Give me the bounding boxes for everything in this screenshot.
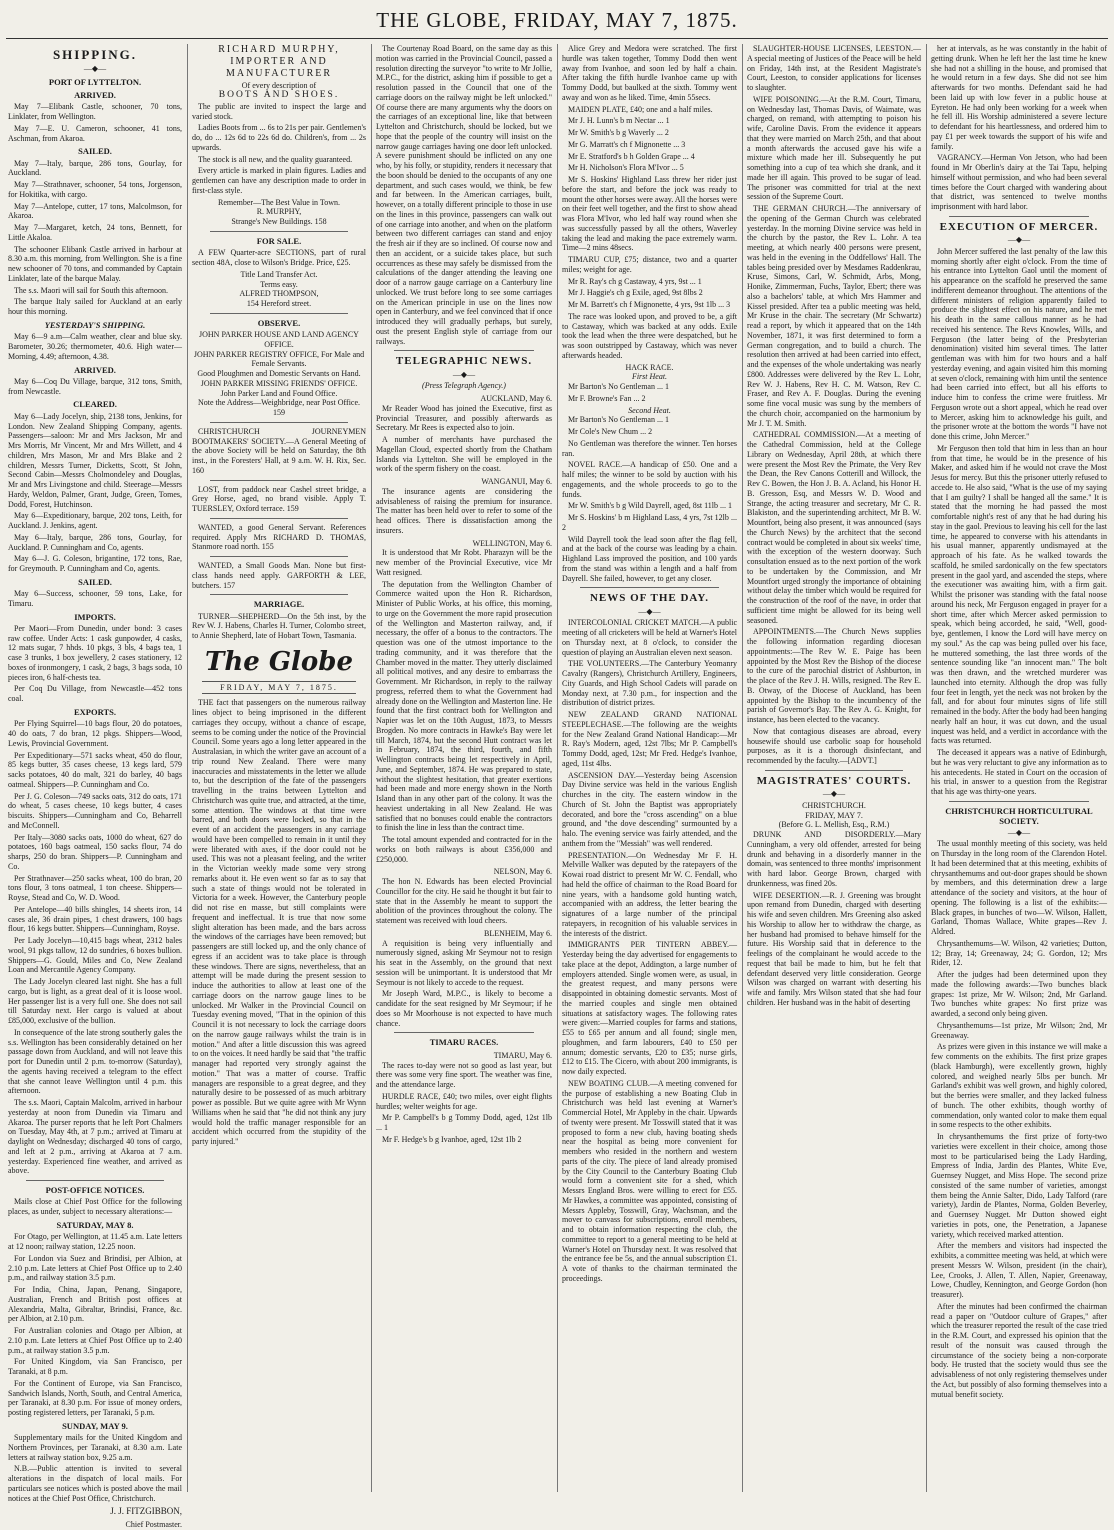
horticultural-paragraph: Chrysanthemums—1st prize, Mr Wilson; 2nd, Mr Greenaway. bbox=[931, 1020, 1107, 1040]
race-report: NOVEL RACE.—A handicap of £50. One and a half miles; the winner to be sold by auction with his engagements, and the whole proceeds to go to the funds. bbox=[562, 460, 737, 499]
ad-line: 154 Hereford street. bbox=[246, 299, 312, 308]
separator bbox=[210, 556, 348, 557]
court-case: DRUNK AND DISORDERLY.—Mary Cunningham, a very old offender, arrested for being drunk and behaving in a disorderly manner in the domain, was sentenced to three months' imprisonment with hard labor. George Brown, charged with drunkenness, was fined 20s. bbox=[747, 830, 921, 888]
shipping-entry: May 7—Elibank Castle, schooner, 70 tons, Linklater, from Wellington. bbox=[8, 102, 182, 122]
race-heading: HACK RACE. bbox=[625, 362, 674, 372]
export-entry: Per Expeditionary—571 sacks wheat, 450 do flour, 85 kegs butter, 35 cases cheese, 13 kegs lard, 579 sacks potatoes, 40 do malt, 321 do barley, 40 bags oatmeal. Shippers—P. Cunningham and Co. bbox=[8, 750, 182, 789]
ornament: —◆— bbox=[638, 606, 661, 616]
dateline-place: WANGANUI, May 6. bbox=[481, 477, 552, 487]
top-rule bbox=[6, 38, 1108, 39]
for-sale-heading: FOR SALE. bbox=[256, 235, 302, 246]
ad-line: Of every description of bbox=[241, 80, 317, 90]
column-races-news bbox=[562, 44, 737, 1494]
horticultural-paragraph: After the members and visitors had inspected the exhibits, a committee meeting was held, at which were present Messrs W. Wilson, president (in the chair), Lee, Crooks, J. Allen, T. Allen, Napier, Greenaway, Lowe, Chudley, Kennington, and George Gordon (hon treasurer). bbox=[931, 1241, 1107, 1300]
weather-report: May 6—9 a.m—Calm weather, clear and blue sky. Barometer, 30.26; thermometer, 40.6. High water—Morning, 4.49; afternoon, 4.38. bbox=[8, 332, 182, 361]
signature-title: Chief Postmaster. bbox=[125, 1520, 182, 1530]
horticultural-paragraph: As prizes were given in this instance we will make a few comments on the exhibits. The first prize grapes (black Hamburgh), were excellently grown, highly colored, and weighed nearly 5lbs per bunch. Mr Garland's exhibit was well grown, and highly colored, but the berries were smaller, and they lacked fulness of bunch. The other exhibits, though worthy of commendation, only wanted color to make them equal in some respects to the other exhibits. bbox=[931, 1042, 1107, 1130]
separator bbox=[394, 350, 534, 351]
race-heading: MAIDEN PLATE, £40; one and a half miles. bbox=[568, 104, 713, 114]
horticultural-paragraph: The usual monthly meeting of this society, was held on Thursday in the long room of the Clarendon Hotel. It had been determined that at this meeting, exhibits of chrysanthemums and out-door grapes should be shown by members, and this determination drew a large attendance of the society and visitors, at the hour of opening. The following is a list of the exhibits:—Black grapes, in bunches of two—W. Wilson, Hallett, Garland, Thomas Wallace, White grapes—Rev J. Aldred. bbox=[931, 839, 1107, 937]
ad-line: JOHN PARKER MISSING FRIENDS' OFFICE. bbox=[200, 378, 358, 388]
leader-paragraph: The Courtenay Road Board, on the same day as this motion was carried in the Provincial Council, passed a resolution directing the surveyor "to write to Mr Jollie, M.P.C., for the district, asking him if possible to get a resolution passed in the Council that one of the carriage doors on the railway might be left unlocked." Of course there are many arguments why the doors on the carriages of an exceptional line, like that between Lyttelton and Christchurch, should be locked, but we hope that the people of the country will insist on the narrow gauge carriages having one door left unlocked. A severe punishment should be inflicted on any one who, by his folly, or stupidity, renders it necessary that the boon should be denied to the occupants of any one department, and such cases would, we think, be few and far between. In the American carriages, built, however, on a totally different principle to those in use on the lines in this province, passengers can walk out of one carriage into another, and when on the platform between two different carriages can stand and enjoy the fresh air if they are so inclined. Of course now and then an accident, or a suicide takes place, but such occurrences as these may safely be dismissed from the calculations of the danger attending the leaving one door of a narrow gauge carriage on a Canterbury line unlocked. We trust before long to see some carriages on the American principle in use on the lines now open in Canterbury, and we feel convinced that if once introduced they will gradually perhaps, but surely, oust the present English style of carriage from our railways. bbox=[376, 44, 552, 346]
dateline-place: BLENHEIM, May 6. bbox=[484, 928, 552, 938]
mail-entry: Supplementary mails for the United Kingdom and Northern Provinces, per Taranaki, at 8.30 a.m. Late letters at railway station box, 9.25 a.m. bbox=[8, 1433, 182, 1462]
horticultural-paragraph: In chrysanthemums the first prize of forty-two varieties were excellent in their choice, among those most to be particularised being the Lady Harding, Empress of India, Jardin des Plantes, White Eve, Guernsey Nugget, and Miss Hope. The second prize consisted of the same number of varieties, amongst them being the Annie Salter, Dido, Lady Talford (rare variety), Jardin de Plantes, Norma, Golden Beverley, and Guernsey Nugget. Mr Dutton showed eight varieties in pots, one, the Penetration, a Japanese variety, which received marked attention. bbox=[931, 1132, 1107, 1239]
race-result: Mr F. Hedge's b g Ivanhoe, aged, 12st 1lb 2 bbox=[382, 1134, 522, 1144]
paragraph: The barque Italy sailed for Auckland at an early hour this morning. bbox=[8, 297, 182, 317]
separator bbox=[580, 587, 719, 588]
ad-text: WANTED, a Small Goods Man. None but first-class hands need apply. GARFORTH & LEE, butchers. 157 bbox=[192, 561, 366, 590]
news-item: INTERCOLONIAL CRICKET MATCH.—A public meeting of all cricketers will be held at Warner's Hotel on Thursday next, at 8 o'clock, to consider the question of playing an Australian eleven next season. bbox=[562, 618, 737, 657]
column-rule bbox=[371, 44, 372, 1492]
timaru-races-heading: TIMARU RACES. bbox=[429, 1037, 499, 1048]
news-item: APPOINTMENTS.—The Church News supplies the following information regarding diocesan appointments:—The Rev W. E. Paige has been appointed by the Most Rev the Bishop of the diocese to the cure of the parochial district of Ashburton, in the place of the Rev J. H. Wills, resigned. The Rev E. B. Otway, of the Diocese of Auckland, has been appointed by the Bishop to the incumbency of the parish of Governor's Bay. The Rev A. G. Knight, for instance, has been elected to the vacancy. bbox=[747, 627, 921, 724]
sailed-heading: SAILED. bbox=[78, 146, 112, 157]
export-entry: Per Italy—3080 sacks oats, 1000 do wheat, 627 do potatoes, 160 bags oatmeal, 150 sacks flour, 74 do sharps, 250 do bran. Shippers—P. Cunningham and Co. bbox=[8, 832, 182, 871]
ad-line: John Parker Land and Found Office. bbox=[220, 388, 338, 398]
ad-line: JOHN PARKER HOUSE AND LAND AGENCY OFFICE. bbox=[199, 330, 359, 349]
ad-line: Strange's New Buildings. 158 bbox=[231, 217, 327, 227]
horticultural-paragraph: After the minutes had been confirmed the chairman read a paper on "Outdoor culture of Grapes," after which the treasurer reported the result of the case tried in the R.M. Court, and expressed his opinion that the result of the nonsuit was caused through the circumstance of the society being a non-corporate body. He trusted that the society would thus see the advisableness of not only registering themselves under the Act, but possibly of also forming themselves into a mutual benefit society. bbox=[931, 1301, 1107, 1399]
column-rule bbox=[557, 44, 558, 1492]
dateline-place: AUCKLAND, May 6. bbox=[480, 394, 552, 404]
murphy-advert-title: RICHARD MURPHY, IMPORTER AND MANUFACTURER bbox=[218, 44, 340, 80]
separator bbox=[210, 480, 348, 481]
telegram: Mr Reader Wood has joined the Executive, first as Provincial Treasurer, and possibly afterwards as Secretary. Mr Rees is expected also to join. bbox=[376, 403, 552, 433]
ad-text: The stock is all new, and the quality guaranteed. bbox=[198, 154, 353, 164]
court-case: WIFE DESERTION.—R. J. Greening was brought upon remand from Dunedin, charged with deserting his wife and seven children. Mrs Greening also asked his Worship to allow her to withdraw the charge, as her husband had promised to behave himself for the future. His Worship said that in deference to the feelings of the complainant he would accede to the request that bail be made to him, but he felt that defendant deserved very little consideration. George Wilson was charged on warrant with deserting his wife and family. Mrs Wilson stated that she had four children. Her husband was in the habit of deserting bbox=[747, 890, 921, 1007]
court-place: CHRISTCHURCH. bbox=[802, 800, 866, 810]
dateline: FRIDAY, MAY 7, 1875. bbox=[202, 681, 356, 695]
race-result: Mr M. Barrett's ch f Mignonette, 4 yrs, 9st 1lb ... 3 bbox=[568, 300, 731, 309]
paragraph: The schooner Elibank Castle arrived in harbour at 8.30 a.m. this morning, from Wellington. She is a fine new schooner of 70 tons, and commanded by Captain Linklater, late of the barque Malay. bbox=[8, 244, 182, 283]
news-item: Now that contagious diseases are abroad, every housewife should use carbolic soap for household purposes, as it is a thorough disinfectant, and recommended by the faculty.—[ADVT.] bbox=[747, 726, 921, 765]
race-result: Mr H. Nicholson's Flora M'Ivor ... 5 bbox=[568, 163, 684, 173]
court-case: VAGRANCY.—Herman Von Jetson, who had been found in Mr Oberlin's dairy at the Tai Tapu, helping himself without permission, and who had been several times before the Court charged with wandering about that district, was sentenced to twelve months imprisonment with hard labor. bbox=[931, 153, 1107, 211]
column-rule bbox=[742, 44, 743, 1492]
export-entry: Per Lady Jocelyn—10,415 bags wheat, 2312 bales wool, 91 pkgs tallow, 12 do sundries, 6 boxes bullion. Shippers—G. Gould, Miles and Co, New Zealand Loan and Mercantile Agency Company. bbox=[8, 936, 182, 975]
telegraphic-heading: TELEGRAPHIC NEWS. bbox=[395, 355, 533, 368]
shipping-entry: May 7—Italy, barque, 286 tons, Gourlay, for Auckland. bbox=[8, 158, 182, 178]
execution-paragraph: Mr Ferguson then told that him in less than an hour from that time, he would be in the presence of his Maker, and asked him if he would not crave the Most Jesus for mercy. But this the prisoner utterly refused to accede to. He also said, "What is the use of my saying that I am guilty? I shall be hanged all the same." It is stated that the morning he had passed the most comfortable night's rest of any that he had during his stay in the gaol. Previous to leaving his cell for the last time, he appeared to converse with his attendants in his usual manner, apparently undismayed at the approach of his fate. As he walked towards the scaffold, he smiled sardonically on the few spectators present in the gaol yard, and ascended the steps, where the executioner was awaiting him, with a firm gait. Whilst the prisoner was standing with the fatal noose around his neck, Mr Ferguson engaged in prayer for a short time, after which Mercer asked permission to speak, which being accorded, he said, "Well, good-bye, gentlemen, I know the Lord will have mercy on my soul." As the cap was being pulled over his face, he muttered something, the last three words of the sentence sounding like "an innocent man." The bolt was then drawn, and the wretched murderer was launched into eternity. Although the drop was fully four feet in length, yet the neck was not broken by the fall, and for about four minutes signs of life still remained in the body. After the body had been hanging nearly half an hour, it was cut down, and the usual inquest was held, and a verdict in accordance with the facts was returned. bbox=[931, 443, 1107, 746]
port-heading: PORT OF LYTTELTON. bbox=[48, 76, 142, 87]
post-office-intro: Mails close at Chief Post Office for the following places, as under, subject to necessary alterations:— bbox=[8, 1197, 182, 1217]
race-report: No Gentleman was therefore the winner. Ten horses ran. bbox=[562, 438, 737, 458]
column-adverts-leader bbox=[192, 44, 366, 1494]
masthead: THE GLOBE, FRIDAY, MAY 7, 1875. bbox=[376, 8, 738, 32]
separator bbox=[26, 1180, 164, 1181]
ad-line: Title Land Transfer Act. bbox=[240, 269, 318, 279]
separator bbox=[765, 770, 903, 771]
observe-heading: OBSERVE. bbox=[257, 317, 301, 328]
telegram: A requisition is being very influentially and numerously signed, asking Mr Seymour not to resign his seat in the Assembly, on the ground that next session will be unimportant. It is understood that Mr Seymour is not likely to accede to the request. bbox=[376, 938, 552, 987]
paragraph: The s.s. Maori, Captain Malcolm, arrived in harbour yesterday at noon from Dunedin via Timaru and Akaroa. The purser reports that he left Port Chalmers on Tuesday, May 4th, at 7 p.m.; arrived at Timaru at daylight on Wednesday; discharged 40 tons of cargo, and left at 2 p.m., arriving at Akaroa at 7 a.m. yesterday. Experienced fine weather, and arrived as above. bbox=[8, 1098, 182, 1176]
news-item: SLAUGHTER-HOUSE LICENSES, LEESTON.—A special meeting of Justices of the Peace will be held on Friday, 14th inst, at the Resident Magistrate's Court, Leeston, to consider applications for licenses to slaughter. bbox=[747, 44, 921, 92]
cleared-heading: CLEARED. bbox=[73, 399, 117, 410]
telegram: The hon N. Edwards has been elected Provincial Councillor for the city. He said he thought it but fair to state that in the Assembly he meant to support the abolition of the provinces throughout the colony. The statement was received with loud cheers. bbox=[376, 877, 552, 926]
horticultural-paragraph: Chrysanthemums—W. Wilson, 42 varieties; Dutton, 12; Bray, 14; Greenaway, 24; G. Gordon, 12; Mrs Rider, 12. bbox=[931, 938, 1107, 968]
ad-line: R. MURPHY, bbox=[256, 207, 302, 217]
race-result: Mr S. Hoskins' b m Highland Lass, 4 yrs, 7st 12lb ... 2 bbox=[562, 513, 737, 532]
race-result: Mr Barton's No Gentleman ... 1 bbox=[568, 415, 669, 425]
news-item: THE GERMAN CHURCH.—The anniversary of the opening of the German Church was celebrated yesterday. In the morning Divine service was held in the church by the pastor, the Rev L. Lohr. A tea meeting, at which nearly 400 persons were present, was held in the evening in the Oddfellows' Hall. The tables being presided over by Mesdames Raddenkrau, Kruse, Simons, Carl, W. Schmidt, Arbs, Mong, Honike, Zimmerman, Fuchs, Taylor, Ebert; there was also a bachelors' table, at which Mrs Hammer and Kissel presided. After tea a public meeting was held, Mr Kruse in the chair. The secretary (Mr Schwartz) read a report, by which it appeared that on the 14th November, 1871, it was first determined to form a German congregation, and to build a church. The resolution then arrived at had been carried into effect, and the expenses of the whole undertaking was nearly £800. Addresses were delivered by the Rev L. Lohr, Rev W. J. Habens, Rev H. C. M. Watson, Rev C. Fraser, and Rev A. F. Douglas. During the evening some fine vocal music was sung by the members of the church choir, accompanied on the harmonium by Mr J. T. M. Smith. bbox=[747, 204, 921, 428]
ad-line: BOOTS AND SHOES. bbox=[218, 90, 340, 101]
leader-paragraph: THE fact that passengers on the numerous railway lines object to being imprisoned in the different carriages they occupy, without a chance of escape, seems to be coming under the notice of the Provincial Council. Some years ago a long letter appeared in the Australasian, in which the writer gave an account of a trip round New Zealand. There were many inaccuracies and misstatements in the letter we allude to, but the description of the fate of the passengers travelling in the trains between Lyttelton and Christchurch was quite true, and attracted, at the time, some attention. The windows at that time were barred, and both doors were locked, so that in the event of an accident the passengers in any carriage would have been compelled to remain in it until they were liberated with axes, if the door could not be used. This was not a pleasant feeling, and the writer in the Victorian weekly made some very strong remarks about it. He even went so far as to say that such a state of things would not be tolerated in Victoria for a week. However, the Canterbury people did not rise en masse, but still complaints were frequent and ineffectual. It is true that now some slight alteration has been made, and the bars across the windows of the carriages have been removed; but passengers are still locked up, and the only chance of egress if an accident was to take place is through these windows. There are signs, nevertheless, that an attempt will be made during the present session to induce the authorities to allow at least one of the carriage doors on the narrow gauge lines to be unlocked. Mr Walker in the Provincial Council on Tuesday evening moved, "That in the opinion of this Council it is not necessary to lock the carriage doors on the narrow gauge railways whilst the train is in motion." And after a little discussion this was agreed to on the voices. It need hardly be said that "the traffic manager had reported very strongly against the motion." That was a matter of course. Traffic managers are responsible to a great degree, and they naturally desire to be possessed of as much arbitrary power as possible. But we quite agree with Mr Wynn Williams when he said that "he did not think any jury would hold the traffic manager responsible for an accident which occurred from the stupidity of the party injured." bbox=[192, 698, 366, 1147]
mail-entry: For Otago, per Wellington, at 11.45 a.m. Late letters at 12 noon; railway station, 12.25 noon. bbox=[8, 1232, 182, 1252]
ad-text: A FEW Quarter-acre SECTIONS, part of rural section 48A, close to Wilson's Bridge. Price, £25. bbox=[192, 248, 366, 267]
ad-text: CHRISTCHURCH JOURNEYMEN BOOTMAKERS' SOCIETY.—A General Meeting of the above Society will be held on Saturday, the 8th inst., in the Foresters' Hall, at 9 a.m. W. H. Rix, Sec. 160 bbox=[192, 426, 366, 475]
court-before: (Before G. L. Mellish, Esq., R.M.) bbox=[778, 820, 890, 830]
shipping-entry: May 6—Expeditionary, barque, 202 tons, Leith, for Auckland. J. Jenkins, agent. bbox=[8, 511, 182, 531]
mail-entry: For the Continent of Europe, via San Francisco, Sandwich Islands, North, South, and Central America, per Taranaki, at 8.30 p.m. For issue of money orders, posting registered letters, per Taranaki, 5 p.m. bbox=[8, 1378, 182, 1418]
horticultural-heading: CHRISTCHURCH HORTICULTURAL SOCIETY. bbox=[945, 805, 1093, 827]
import-entry: Per Coq Du Village, from Newcastle—452 tons coal. bbox=[8, 684, 182, 704]
separator bbox=[949, 801, 1089, 802]
shipping-entry: May 7—Strathnaver, schooner, 54 tons, Jorgenson, for Hokitika, with cargo. bbox=[8, 180, 182, 199]
column-leader-telegraph bbox=[376, 44, 552, 1494]
shipping-entry: May 7—E. U. Cameron, schooner, 41 tons, Aschman, from Akaroa. bbox=[8, 123, 182, 143]
mail-entry: For United Kingdom, via San Francisco, per Taranaki, at 8 p.m. bbox=[8, 1357, 182, 1377]
separator bbox=[210, 422, 348, 423]
globe-logo: The Globe bbox=[205, 646, 353, 677]
ornament: —◆— bbox=[1007, 827, 1031, 837]
heat-heading: First Heat. bbox=[631, 372, 668, 382]
telegram: The total amount expended and contracted for in the works on both railways is about £356,000 and £250,000. bbox=[376, 835, 552, 864]
marriage-heading: MARRIAGE. bbox=[253, 599, 305, 610]
ad-text: WANTED, a good General Servant. References required. Apply Mrs RICHARD D. THOMAS, Stanmore road north. 155 bbox=[192, 522, 366, 552]
news-item: ASCENSION DAY.—Yesterday being Ascension Day Divine service was held in the various English churches in the city. The eastern window in the Church of St. John the Baptist was appropriately decorated, and bore the "cross ascending" on a blue ground, and "the dove descending" surmounted by a halo. The evening service was fairly attended, and the anthem from the "Messiah" was well rendered. bbox=[562, 770, 737, 848]
arrived-heading: ARRIVED. bbox=[74, 89, 116, 100]
exports-heading: EXPORTS. bbox=[74, 706, 116, 717]
yesterday-heading: YESTERDAY'S SHIPPING. bbox=[44, 319, 146, 330]
race-result: Mr W. Smith's b g Waverly ... 2 bbox=[568, 128, 669, 137]
race-result: Mr J. Haggie's ch g Exile, aged, 9st 8lbs 2 bbox=[568, 288, 703, 298]
mail-entry: N.B.—Public attention is invited to several alterations in the dispatch of local mails. For particulars see notices which is posted above the mail notices at the Chief Post Office, Christchurch. bbox=[8, 1464, 182, 1503]
ad-line: Remember—The Best Value in Town. bbox=[217, 197, 340, 207]
execution-paragraph: John Mercer suffered the last penalty of the law this morning shortly after eight o'clock. From the time of his entrance into Lyttelton Gaol until the moment of his appearance on the scaffold he preserved the same indifferent demeanor throughout. The attentions of the different ministers of religion apparently failed to produce the slightest effect on his nature, and he met his death in the same callous manner as he had received his sentence. The Revs Knowles, Wills, and Ferguson (the latter being of the Presbyterian denomination) visited him several times. The latter gentleman was with him for two hours and a half yesterday evening, and again visited him this morning at seven o'clock, remaining with him until the sentence had been carried into effect, but all his efforts to induce him to confess the crime were fruitless. Mr Ferguson wrote out a short appeal, which he read over to Mercer, asking him to acknowledge his guilt, and the prisoner wrote at the bottom the words "I have not done this crime, John Mercer." bbox=[931, 246, 1107, 442]
column-rule bbox=[187, 44, 188, 1492]
shipping-entry: May 7—Margaret, ketch, 24 tons, Bennett, for Little Akaloa. bbox=[8, 223, 182, 242]
race-result: Mr E. Stratford's b h Golden Grape ... 4 bbox=[568, 151, 695, 161]
news-item: NEW ZEALAND GRAND NATIONAL STEEPLECHASE.—The following are the weights for the New Zealand Grand National Handicap:—Mr R. Ray's Modern, aged, 12st 7lbs; Mr P. Campbell's Tommy Dodd, aged, 12st; Mr Fred. Hedge's Ivanhoe, aged, 11st 4lbs. bbox=[562, 710, 737, 768]
shipping-heading: SHIPPING. bbox=[52, 47, 138, 62]
separator bbox=[210, 518, 348, 519]
news-item: THE VOLUNTEERS.—The Canterbury Yeomanry Cavalry (Rangers), Christchurch Artillery, Engineers, City Guards, and High School Cadets will parade on Monday next, at 7.30 p.m., for inspection and the distribution of district prizes. bbox=[562, 659, 737, 708]
ornament: —◆— bbox=[822, 789, 846, 799]
ornament: —◆— bbox=[83, 63, 107, 73]
import-entry: Per Maori—From Dunedin, under bond: 3 cases raw coffee. Under Acts: 1 cask gunpowder, 4 casks, 12 mats sugar, 7 hhds. 10 pkgs, 3 bls, 4 bags tea, 1 case 3 trunks, 1 box jewellery, 2 cases stationery, 12 boxes of ironmongery, 1 cask, 2 bags, 3 bags soda, 10 pieces iron, 6 half-chests tea. bbox=[8, 623, 182, 682]
ad-line: Good Ploughmen and Domestic Servants on Hand. bbox=[197, 369, 361, 379]
race-heading: TIMARU CUP, £75; distance, two and a quarter miles; weight for age. bbox=[562, 255, 737, 274]
shipping-entry: May 6—Lady Jocelyn, ship, 2138 tons, Jenkins, for London. New Zealand Shipping Company, agents. Passengers—saloon: Mr and Mrs Jackson, Mr and Mrs Morris, Mr Vincent, Mr and Mrs Willett, and 4 children, Mrs Mason, Mr and Mrs Blake and 2 children, Messrs Turner, Dicketts, Scott, St John, Second Cabin—Messrs Cholmondeley and Douglas, Mr and Mrs Livingstone and child. Steerage—Messrs Hardy, Weldon, Palmer, Grant, Judge, Green, Tomes, Dodd, Forest, Hutchinson. bbox=[8, 411, 182, 509]
news-item: IMMIGRANTS PER TINTERN ABBEY.—Yesterday being the day advertised for engagements to take place at the depot, Addington, a large number of employers attended. Single women were, as usual, in the greatest request, and many persons were disappointed in obtaining domestic servants. Most of the married couples and single men obtained situations at satisfactory wages. The following rates were given:—Married couples for farms and stations, £55 to £65 per annum and all found; single men, ploughmen, and farm labourers, £40 to £50 per annum; domestic servants, £20 to £35; nurse girls, £12 to £15. The Cicero, with about 200 immigrants, is now daily expected. bbox=[562, 940, 737, 1077]
ad-prices: Ladies Boots from ... 6s to 21s per pair. Gentlemen's do, do ... 12s 6d to 22s 6d do. Children's, from ... 2s upwards. bbox=[192, 123, 366, 152]
ad-line: ALFRED THOMPSON, bbox=[239, 289, 319, 299]
race-report: The races to-day were not so good as last year, but there was some very fine sport. The weather was fine, and the attendance large. bbox=[376, 1060, 552, 1090]
signature-name: J. J. FITZGIBBON, bbox=[110, 1506, 182, 1517]
execution-paragraph: The deceased it appears was a native of Edinburgh, but he was very reluctant to give any information as to his antecedents. He stated in Court on the occasion of his trial, in answer to a question from the Registrar that his age was thirty-one years. bbox=[931, 748, 1107, 797]
ad-line: JOHN PARKER REGISTRY OFFICE, For Male and Female Servants. bbox=[193, 349, 365, 369]
telegram: Mr Joseph Ward, M.P.C., is likely to become a candidate for the seat resigned by Mr Seymour; if he does so Mr Moorhouse is not expected to have much chance. bbox=[376, 989, 552, 1028]
separator bbox=[210, 231, 348, 232]
news-item: WIFE POISONING.—At the R.M. Court, Timaru, on Wednesday last, Thomas Davis, of Waimate, was charged, on remand, with attempting to poison his wife, Caroline Davis. From the evidence it appears that they were married on March 25th, and that about a month afterwards the accused gave his wife a mixture which made her ill. Subsequently he put something into a cup of tea which she drank, and it made her ill again. This proved to be sugar of lead. The prisoner was committed for trial at the next session of the Supreme Court. bbox=[747, 94, 921, 202]
separator bbox=[394, 1032, 534, 1033]
column-rule bbox=[926, 44, 927, 1492]
ad-line: Terms easy. bbox=[260, 279, 298, 289]
dateline-place: TIMARU, May 6. bbox=[493, 1050, 552, 1060]
shipping-entry: May 6—J. G. Coleson, brigantine, 172 tons, Rae, for Greymouth. P. Cunningham and Co, agents. bbox=[8, 554, 182, 574]
paragraph: The Lady Jocelyn cleared last night. She has a full cargo, but is light, as a great deal of it is loose wool. Her passenger list is a very full one. She does not sail till Saturday next. Her cargo is valued at about £85,000, exclusive of the bullion. bbox=[8, 977, 182, 1026]
court-case: her at intervals, as he was constantly in the habit of getting drunk. When he left her the last time he knew she had not a shilling in the house, and promised that he would return in a few days. She did not see him afterwards for two months. Defendant said he had been laid up with low fever in a public house at Eyreton. He had only been working for a week when he fell ill. His Worship administered a severe lecture to defendant for his heartlessness, and ordered him to pay £1 per week towards the support of his wife and family. bbox=[931, 44, 1107, 151]
race-result: Mr P. Campbell's b g Tommy Dodd, aged, 12st 1lb ... 1 bbox=[376, 1113, 552, 1133]
shipping-entry: May 6—Success, schooner, 59 tons, Lake, for Timaru. bbox=[8, 589, 182, 608]
sailed-heading: SAILED. bbox=[78, 576, 112, 587]
ad-text: The public are invited to inspect the large and varied stock. bbox=[192, 101, 366, 121]
news-item: NEW BOATING CLUB.—A meeting convened for the purpose of establishing a new Boating Club in Christchurch was held last evening at Warner's Commercial Hotel, Mr Appleby in the chair. Upwards of twenty were present. Mr Tosswill stated that it was proposed to form a new club, having boating sheds near the hospital as being more convenient for members who resided in the northern and western parts of the city. The piece of land already promised by the City Council to the Canterbury Boating Club would form a convenient site for a shed, which Messrs England Bros. were willing to erect for £55. Mr Hawkes, a committee was appointed, consisting of Messrs Appleby, Tosswill, Gray, Wachsman, and the mover to canvass for subscriptions, enroll members, and to obtain information respecting the club, the committee to report to a general meeting to be held at Warner's Hotel on Thursday next. It was resolved that the entrance fee be 5s, and the annual subscription £1. A vote of thanks to the chairman terminated the proceedings. bbox=[562, 1078, 737, 1283]
horticultural-paragraph: After the judges had been determined upon they made the following awards:—Two bunches black grapes: 1st prize, Mr W. Wilson; 2nd, Mr Garland. Two bunches white grapes: No first prize was awarded, a second only being given. bbox=[931, 970, 1107, 1019]
telegram: The insurance agents are considering the advisableness of raising the premium for insurance. The matter has been held over to refer to some of the head offices. There is dissatisfaction among the insurers. bbox=[376, 486, 552, 535]
shipping-entry: May 6—Coq Du Village, barque, 312 tons, Smith, from Newcastle. bbox=[8, 376, 182, 396]
marriage-notice: TURNER—SHEPHERD—On the 5th inst, by the Rev W. J. Habens, Charles H. Turner, Colombo street, to Annie Shepherd, late of Hobart Town, Tasmania. bbox=[192, 611, 366, 641]
race-result: Mr F. Browne's Fan ... 2 bbox=[568, 393, 646, 403]
export-entry: Per Antelope—40 bills shingles, 14 sheets iron, 14 cases ale, 36 drain pipes, 1 chest drawers, 100 bags flour, 16 kegs butter. Shippers—Cunningham, Royse. bbox=[8, 904, 182, 934]
shipping-entry: May 6—Italy, barque, 286 tons, Gourlay, for Auckland. P. Cunningham and Co, agents. bbox=[8, 532, 182, 552]
column-shipping bbox=[8, 44, 182, 1530]
separator bbox=[210, 594, 348, 595]
paragraph: The s.s. Maori will sail for South this afternoon. bbox=[14, 285, 168, 295]
column-execution-horticultural bbox=[931, 44, 1107, 1494]
shipping-entry: May 7—Antelope, cutter, 17 tons, Malcolmson, for Akaroa. bbox=[8, 201, 182, 221]
race-report: Wild Dayrell took the lead soon after the flag fell, and at the back of the course was leading by a chain. Highland Lass improved the position, and 100 yards from the stand was within a length and a half from Dayrell. She failed, however, to get any closer. bbox=[562, 534, 737, 583]
mail-entry: For London via Suez and Brindisi, per Albion, at 2.10 p.m. Late letters at Chief Post Office up to 2.40 p.m., and railway station 3.5 p.m. bbox=[8, 1253, 182, 1283]
news-item: CATHEDRAL COMMISSION.—At a meeting of the Cathedral Commission, held at the College Library on Wednesday, April 28th, at which there were present the Most Rev the Primate, the Very Rev the Dean, the Rev Canons Cotterill and Willock, the Rev C. Bowen, the Hon J. B. A. Acland, his Honor H. B. Gresson, Esq, and Messrs W. D. Wood and Strange, the acting treasurer and secretary, Mr C. R. Blakiston, and the superintending architect, Mr B. W. Mountfort, being also present, it was announced (says the Church News) by the architect that the second contract would be completed in about six weeks' time, with the exception of the western doorway. Such consultation ensued as to the next portion of the work to be undertaken by the Commission, and Mr Mountfort urged strongly the importance of obtaining without delay the timber which would be required for the construction of the roof of the nave, in order that sufficient time might be allowed for its being well seasoned. bbox=[747, 430, 921, 625]
separator bbox=[210, 313, 348, 314]
ornament: —◆— bbox=[452, 369, 476, 379]
telegram: It is understood that Mr Robt. Pharazyn will be the new member of the Provincial Executive, vice Mr Watt resigned. bbox=[376, 548, 552, 577]
paragraph: In consequence of the late strong southerly gales the s.s. Wellington has been considerably detained on her passage down from Auckland, and will not leave this port for Dunedin until 2 p.m. to-morrow (Saturday), the agents having received a telegram to the effect that she cannot leave Wellington until 4 p.m. this afternoon. bbox=[8, 1027, 182, 1096]
race-result: Mr W. Smith's b g Wild Dayrell, aged, 8st 11lb ... 1 bbox=[568, 501, 733, 511]
news-of-the-day-heading: NEWS OF THE DAY. bbox=[589, 592, 710, 605]
ornament: —◆— bbox=[1007, 235, 1031, 245]
dateline-place: NELSON, May 6. bbox=[493, 867, 552, 877]
race-result: Mr Barton's No Gentleman ... 1 bbox=[568, 382, 669, 391]
mail-entry: For Australian colonies and Otago per Albion, at 2.10 p.m. Late letters at Chief Post Office up to 2.40 p.m., at railway station 3.5 p.m. bbox=[8, 1326, 182, 1355]
export-entry: Per Strathnaver—250 sacks wheat, 100 do bran, 20 tons flour, 3 tons oatmeal, 1 ton cheese. Shippers—Royse, Stead and Co, W. D. Wood. bbox=[8, 873, 182, 903]
arrived-heading: ARRIVED. bbox=[74, 364, 116, 375]
ad-line: Note the Address—Weighbridge, near Post Office. 159 bbox=[197, 398, 361, 418]
race-report: The race was looked upon, and proved to be, a gift to Castaway, which was backed at any odds. Exile took the lead when the three were despatched, but he was soon outstripped by Castaway, which was never afterwards headed. bbox=[562, 311, 737, 360]
execution-heading: EXECUTION OF MERCER. bbox=[939, 220, 1099, 233]
heat-heading: Second Heat. bbox=[628, 405, 671, 415]
race-result: Mr G. Marratt's ch f Mignonette ... 3 bbox=[568, 139, 686, 149]
news-item: PRESENTATION.—On Wednesday Mr F. H. Melville Walker was deputed by the ratepayers of the Kowai road district to present Mr W. C. Fendall, who had held the office of chairman to the Road Board for nine years, with a handsome gold hunting watch, accompanied with an address, the letter bearing the signatures of a large number of the principal ratepayers, in recognition of his valuable services in the interests of the district. bbox=[562, 850, 737, 938]
ad-text: Every article is marked in plain figures. Ladies and gentlemen can have any description made to order in first-class style. bbox=[192, 166, 366, 195]
race-result: Mr Cole's New Chum ... 2 bbox=[568, 427, 653, 436]
export-entry: Per J. G. Coleson—749 sacks oats, 312 do oats, 171 do wheat, 5 cases cheese, 10 kegs butter, 4 cases biscuits. Shippers—Cunningham and Co, Beharrell and McConnell. bbox=[8, 791, 182, 830]
export-entry: Per Flying Squirrel—10 bags flour, 20 do potatoes, 40 do oats, 7 do bran, 12 pkgs. Shippers—Wood, Lewis, Provincial Government. bbox=[8, 719, 182, 748]
separator bbox=[949, 216, 1089, 217]
mail-entry: For India, China, Japan, Penang, Singapore, Australian, French and British post offices at Alexandria, Malta, Gibraltar, Brindisi, France, &c. per Albion, at 2.10 p.m. bbox=[8, 1285, 182, 1324]
date-subheading: SUNDAY, MAY 9. bbox=[62, 1420, 128, 1431]
race-result: Mr J. H. Lunn's b m Nectar ... 1 bbox=[568, 116, 670, 126]
dateline-place: WELLINGTON, May 6. bbox=[472, 538, 552, 548]
telegram: The deputation from the Wellington Chamber of Commerce waited upon the Hon R. Richardson, Minister of Public Works, at his office, this morning, to urge on the Government the more rapid prosecution of the Wellington and Masterton railway, and, if necessary, the offer of a bonus to the contractors. The question was one of the utmost importance to the trading community, and it was therefore that the Chamber moved in the matter. They utterly disclaimed all political motives, and any desire to embarrass the Government. Mr Richardson, in reply to the railway progress, referred them to what the Government had already done on the Wellington and Masterton line. He found that the first contract both for Wellington and Napier was let on the 10th August, 1873, to Messrs Brogden. No more contracts in Hawke's Bay were let till March, 1874, but the second Hutt contract was let in February, 1874, the third, fourth, and fifth Wellington contracts being let respectively in April, June, and September, 1874. He was prepared to state, without the slightest hesitation, that greater exertions had been made and more energy shown in the North Island than in any other part of the colony. It was the heaviest undertaking in all New Zealand. He was satisfied that no bonuses could enable the contractors to finish the line in less than the contract time. bbox=[376, 579, 552, 833]
race-report: Mr S. Hoskins' Highland Lass threw her rider just before the start, and before the jock was ready to mount the other horses were away. All the horses were on their feet well together, and the first to show ahead was Flora M'Ivor, who led half way round when she was successfully passed by all the others, Waverley taking the lead and making the pace extremely warm. Time—2 mins 48secs. bbox=[562, 175, 737, 253]
race-report: HURDLE RACE, £40; two miles, over eight flights hurdles; welter weights for age. bbox=[376, 1091, 552, 1111]
court-date: FRIDAY, MAY 7. bbox=[805, 810, 863, 820]
telegram: A number of merchants have purchased the Magellan Cloud, expected shortly from the Chatham Islands via Lyttelton. She will be employed in the work of the sperm fishery on the coast. bbox=[376, 435, 552, 474]
telegraphic-subheading: (Press Telegraph Agency.) bbox=[422, 381, 506, 391]
date-subheading: SATURDAY, MAY 8. bbox=[56, 1219, 134, 1230]
column-news-courts bbox=[747, 44, 921, 1494]
race-result: Mr R. Ray's ch g Castaway, 4 yrs, 9st ... 1 bbox=[568, 276, 702, 286]
imports-heading: IMPORTS. bbox=[74, 611, 116, 622]
race-report: Alice Grey and Medora were scratched. The first hurdle was taken together, Tommy Dodd then went away from Ivanhoe, and soon led by half a chain. After taking the fifth hurdle Ivanhoe came up with Tommy Dodd, but baulked at the sixth. Tommy went away and won as he liked. Time, 4min 55secs. bbox=[562, 44, 737, 102]
ad-text: LOST, from paddock near Cashel street bridge, a Grey Horse, aged, no brand visible. Apply T. TUERSLEY, Oxford terrace. 159 bbox=[192, 484, 366, 514]
post-office-heading: POST-OFFICE NOTICES. bbox=[45, 1185, 145, 1196]
magistrates-courts-heading: MAGISTRATES' COURTS. bbox=[756, 774, 912, 787]
